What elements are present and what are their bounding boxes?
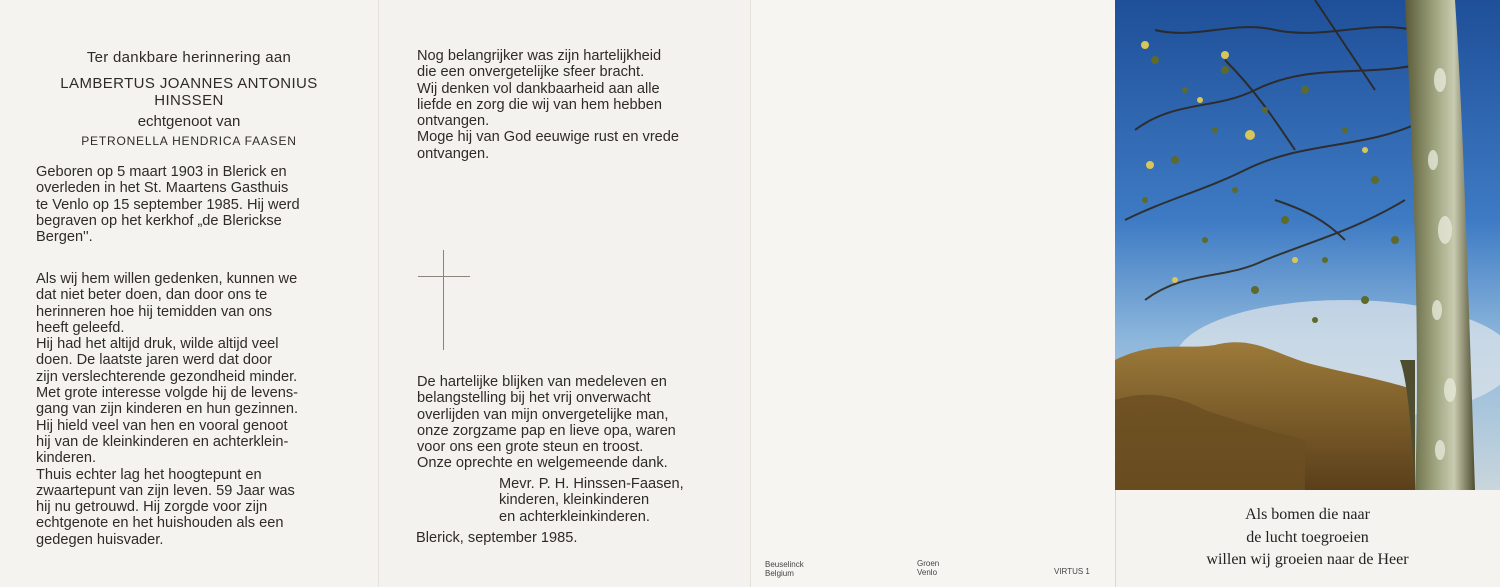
text-line: begraven op het kerkhof „de Blerickse	[36, 212, 282, 229]
publisher-name: Groen	[917, 559, 940, 568]
printer-credit	[765, 560, 804, 578]
text-line: dat niet beter doen, dan door ons te	[36, 287, 268, 304]
text-line: Als wij hem willen gedenken, kunnen we	[36, 271, 298, 287]
verse-line: willen wij groeien naar de Heer	[1206, 551, 1409, 568]
deceased-name-line1: LAMBERTUS JOANNES ANTONIUS	[60, 75, 318, 92]
text-line: herinneren hoe hij temidden van ons	[36, 303, 273, 320]
text-line: ontvangen.	[417, 113, 490, 130]
publisher-city: Venlo	[917, 568, 938, 577]
text-line: die een onvergetelijke sfeer bracht.	[417, 64, 645, 81]
text-line: doen. De laatste jaren werd dat door	[36, 352, 273, 369]
verse	[1115, 504, 1500, 572]
thanks-paragraph	[417, 374, 713, 472]
tree-image	[1115, 0, 1500, 490]
signature-block	[499, 476, 684, 525]
panel-middle-right	[750, 0, 1115, 587]
publisher-credit	[917, 559, 939, 577]
verse-line: de lucht toegroeien	[1246, 528, 1369, 546]
text-line: hij nu getrouwd. Hij zorgde voor zijn	[36, 499, 268, 516]
signature-line: Mevr. P. H. Hinssen-Faasen,	[499, 476, 684, 492]
spouse-name: PETRONELLA HENDRICA FAASEN	[81, 134, 297, 148]
cross-icon-bar	[418, 276, 470, 277]
text-line: te Venlo op 15 september 1985. Hij werd	[36, 196, 300, 213]
text-line: echtgenote en het huishouden als een	[36, 515, 284, 532]
cross-icon	[443, 250, 444, 350]
text-line: kinderen.	[36, 450, 97, 467]
memory-paragraph	[36, 271, 332, 548]
text-line: ontvangen.	[417, 145, 490, 162]
text-line: belangstelling bij het vrij onverwacht	[417, 390, 651, 407]
text-line: Moge hij van God eeuwige rust en vrede	[417, 129, 680, 146]
birth-death-paragraph	[36, 164, 332, 245]
text-line: gang van zijn kinderen en hun gezinnen.	[36, 401, 299, 418]
text-line: Met grote interesse volgde hij de levens-	[36, 385, 299, 402]
text-line: heeft geleefd.	[36, 319, 125, 336]
dedication-intro: Ter dankbare herinnering aan	[86, 49, 292, 66]
printer-country: Belgium	[765, 569, 794, 578]
text-line: Nog belangrijker was zijn hartelijkheid	[417, 48, 662, 64]
spouse-label: echtgenoot van	[137, 113, 241, 130]
text-line: onze zorgzame pap en lieve opa, waren	[417, 422, 676, 439]
text-line: overlijden van mijn onvergetelijke man,	[417, 406, 669, 423]
deceased-name	[0, 75, 378, 109]
text-line: overleden in het St. Maartens Gasthuis	[36, 180, 289, 197]
place-date: Blerick, september 1985.	[416, 530, 578, 546]
text-line: zwaartepunt van zijn leven. 59 Jaar was	[36, 482, 295, 499]
signature-line: kinderen, kleinkinderen	[499, 492, 650, 509]
text-line: Hij had het altijd druk, wilde altijd veel	[36, 336, 279, 353]
panel-left	[0, 0, 378, 587]
text-line: Bergen''.	[36, 229, 93, 246]
closing-paragraph	[417, 48, 713, 162]
text-line: zijn verslechterende gezondheid minder.	[36, 368, 298, 385]
text-line: De hartelijke blijken van medeleven en	[417, 374, 667, 390]
text-line: gedegen huisvader.	[36, 531, 164, 548]
signature-line: en achterkleinkinderen.	[499, 508, 650, 525]
printer-name: Beuselinck	[765, 560, 804, 569]
verse-line: Als bomen die naar	[1245, 506, 1370, 523]
tree-photo	[1115, 0, 1500, 490]
deceased-name-line2: HINSSEN	[154, 92, 224, 109]
text-line: voor ons een grote steun en troost.	[417, 439, 644, 456]
text-line: liefde en zorg die wij van hem hebben	[417, 96, 663, 113]
text-line: hij van de kleinkinderen en achterklein-	[36, 433, 289, 450]
text-line: Thuis echter lag het hoogtepunt en	[36, 466, 262, 483]
text-line: Onze oprechte en welgemeende dank.	[417, 455, 668, 472]
text-line: Geboren op 5 maart 1903 in Blerick en	[36, 164, 287, 180]
series-code: VIRTUS 1	[1054, 567, 1090, 576]
text-line: Wij denken vol dankbaarheid aan alle	[417, 80, 660, 97]
text-line: Hij hield veel van hen en vooral genoot	[36, 417, 288, 434]
